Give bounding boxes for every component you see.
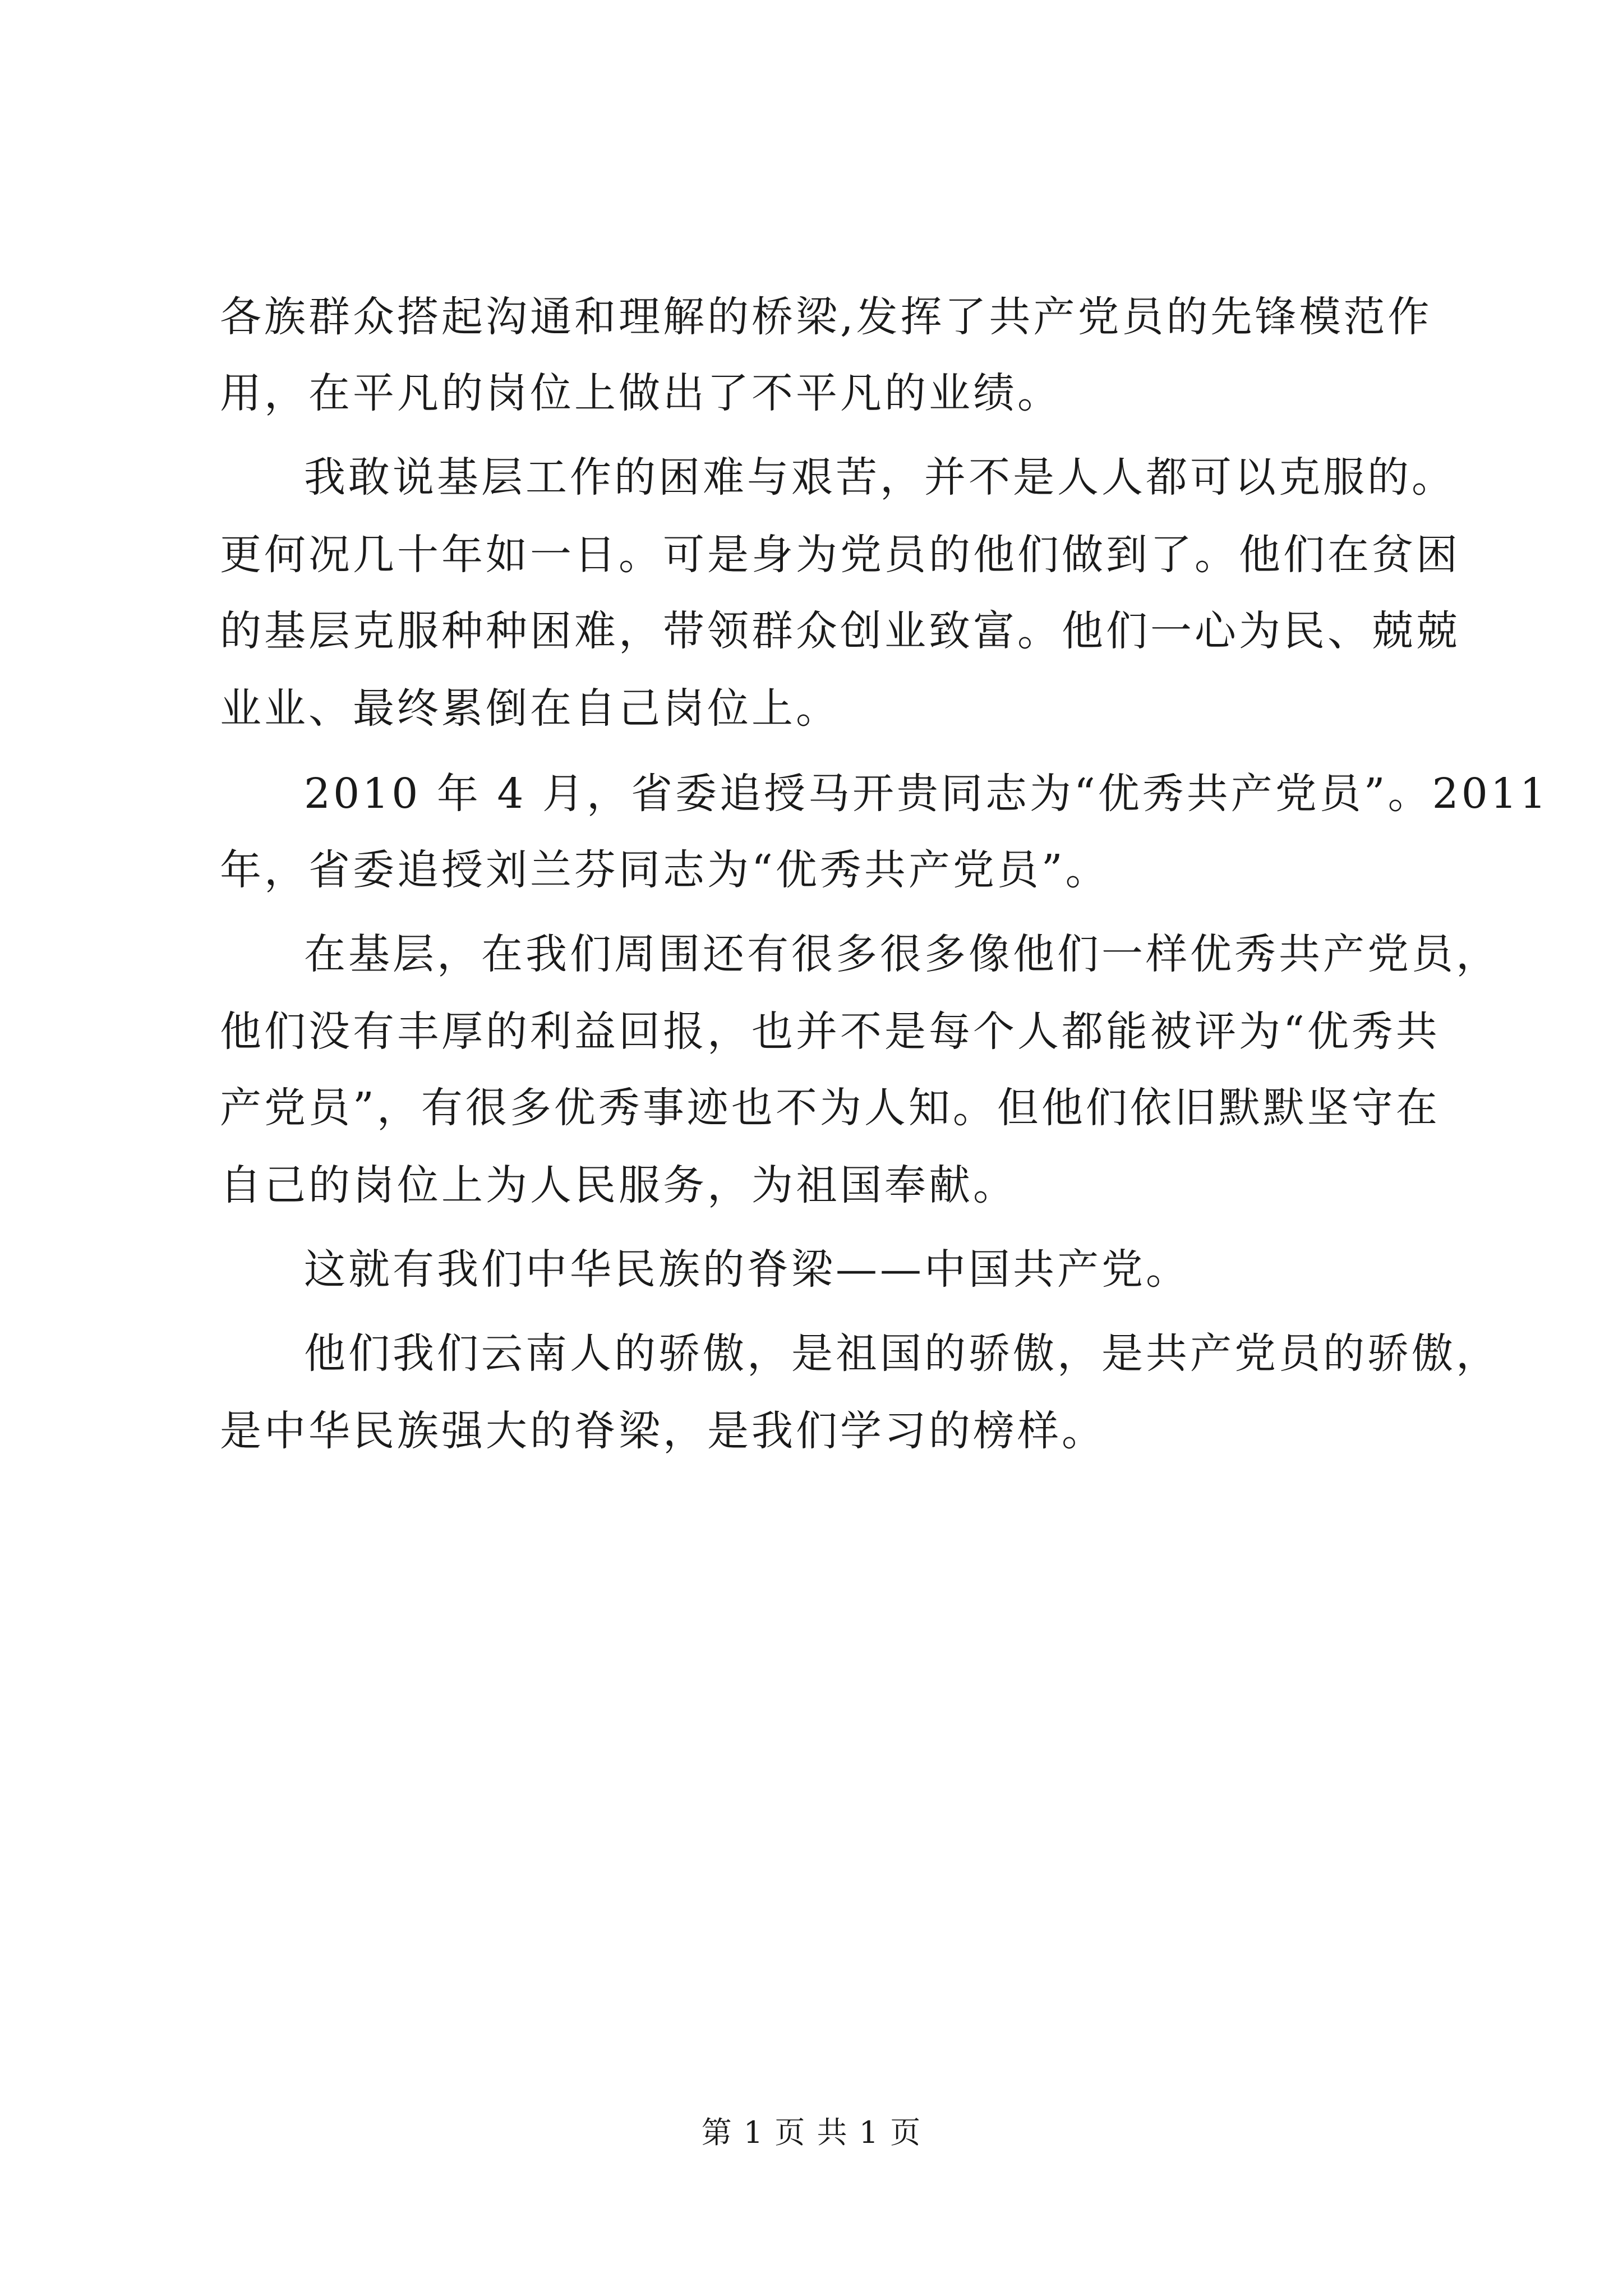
- text-line: 产党员”，有很多优秀事迹也不为人知。但他们依旧默默坚守在: [220, 1084, 1440, 1132]
- paragraph-start-line: 在基层，在我们周围还有很多很多像他们一样优秀共产党员，: [304, 930, 1500, 978]
- text-line: 更何况几十年如一日。可是身为党员的他们做到了。他们在贫困: [220, 531, 1460, 579]
- text-line: 的基层克服种种困难，带领群众创业致富。他们一心为民、兢兢: [220, 607, 1460, 655]
- text-line: 业业、最终累倒在自己岗位上。: [220, 684, 840, 733]
- paragraph-start-line: 2010 年 4 月，省委追授马开贵同志为“优秀共产党员”。2011: [304, 770, 1549, 818]
- text-line: 是中华民族强大的脊梁，是我们学习的榜样。: [220, 1407, 1106, 1455]
- text-line: 各族群众搭起沟通和理解的桥梁,发挥了共产党员的先锋模范作: [220, 293, 1432, 341]
- page-footer: 第 1 页 共 1 页: [701, 2115, 922, 2150]
- paragraph-start-line: 我敢说基层工作的困难与艰苦，并不是人人都可以克服的。: [304, 453, 1456, 501]
- paragraph-start-line: 这就有我们中华民族的脊梁——中国共产党。: [304, 1245, 1190, 1294]
- paragraph-start-line: 他们我们云南人的骄傲，是祖国的骄傲，是共产党员的骄傲，: [304, 1329, 1500, 1378]
- text-line: 用，在平凡的岗位上做出了不平凡的业绩。: [220, 369, 1062, 417]
- text-line: 他们没有丰厚的利益回报，也并不是每个人都能被评为“优秀共: [220, 1007, 1440, 1056]
- text-line: 年，省委追授刘兰芬同志为“优秀共产党员”。: [220, 846, 1110, 894]
- text-line: 自己的岗位上为人民服务，为祖国奉献。: [220, 1161, 1017, 1209]
